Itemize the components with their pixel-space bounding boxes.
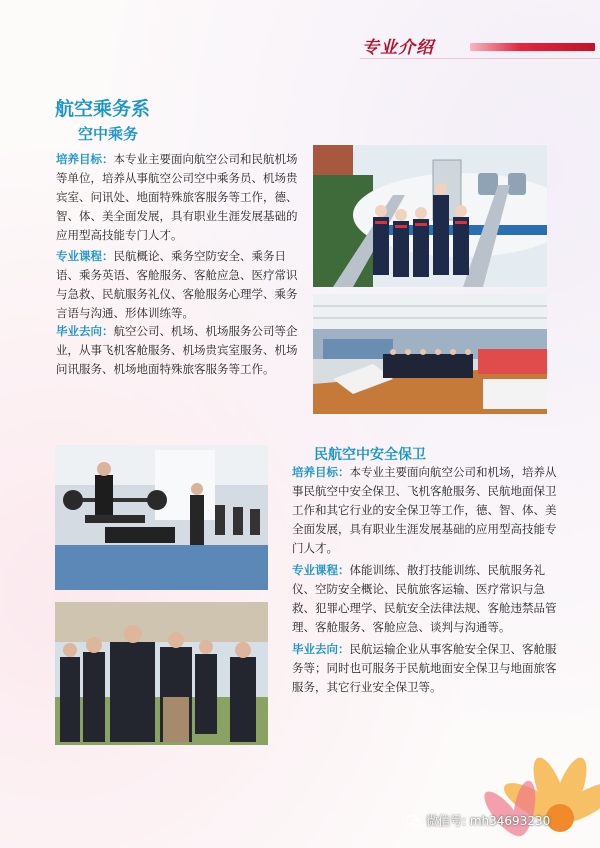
header-divider (360, 58, 600, 59)
department-title: 航空乘务系 (55, 98, 151, 120)
section1-title: 空中乘务 (78, 125, 139, 143)
outdoor-drill-photo (55, 602, 268, 745)
wechat-id-text: 微信号: mh34693230 (426, 814, 551, 828)
header-title: 专业介绍 (362, 38, 434, 58)
wechat-icon (406, 814, 422, 828)
section1-goal-label: 培养目标： (56, 152, 114, 166)
weight-training-photo (55, 445, 268, 590)
section2-goal (292, 463, 560, 558)
wechat-watermark (406, 812, 550, 829)
section2-courses (292, 561, 560, 637)
section2-goal-text: 本专业主要面向航空公司和机场，培养从事民航空中安全保卫、飞机客舱服务、民航地面保卫工作和其它行业的安全保卫等工作，德、智、体、美全面发展，具有职业生涯发展基础的应用型高技能专门人才。 (292, 465, 557, 555)
section1-goal-text: 本专业主要面向航空公司和民航机场等单位，培养从事航空公司空中乘务员、机场贵宾室、问讯处、地面特殊旅客服务等工作，德、智、体、美全面发展，具有职业生涯发展基础的应用型高技能专门人才。 (56, 152, 298, 242)
section2-career-label: 毕业去向： (292, 642, 350, 656)
section1-career (56, 322, 304, 379)
section2-courses-label: 专业课程： (292, 563, 350, 577)
flight-attendants-photo (313, 145, 547, 287)
section2-career-text: 民航运输企业从事客舱安全保卫、客舱服务等；同时也可服务于民航地面安全保卫与地面旅客服务，其它行业安全保卫等。 (292, 642, 557, 694)
section2-title: 民航空中安全保卫 (314, 447, 426, 463)
section2-career (292, 640, 560, 697)
section2-courses-text: 体能训练、散打技能训练、民航服务礼仪、空防安全概论、民航旅客运输、医疗常识与急救、犯罪心理学、民航安全法律法规、客舱违禁品管理、客舱服务、客舱应急、谈判与沟通等。 (292, 563, 557, 634)
section1-goal (56, 150, 304, 245)
header-accent-bar (470, 43, 595, 51)
section1-career-text: 航空公司、机场、机场服务公司等企业，从事飞机客舱服务、机场贵宾室服务、机场问讯服务、机场地面特殊旅客服务等工作。 (56, 324, 298, 376)
gymnasium-group-photo (313, 294, 547, 414)
section1-career-label: 毕业去向： (56, 324, 114, 338)
section1-courses-text: 民航概论、乘务空防安全、乘务日语、乘务英语、客舱服务、客舱应急、医疗常识与急救、民航服务礼仪、客舱服务心理学、乘务言语与沟通、形体训练等。 (56, 249, 298, 320)
decorative-flower (480, 738, 600, 848)
section1-courses (56, 247, 304, 323)
section2-goal-label: 培养目标： (292, 465, 350, 479)
section1-courses-label: 专业课程： (56, 249, 114, 263)
